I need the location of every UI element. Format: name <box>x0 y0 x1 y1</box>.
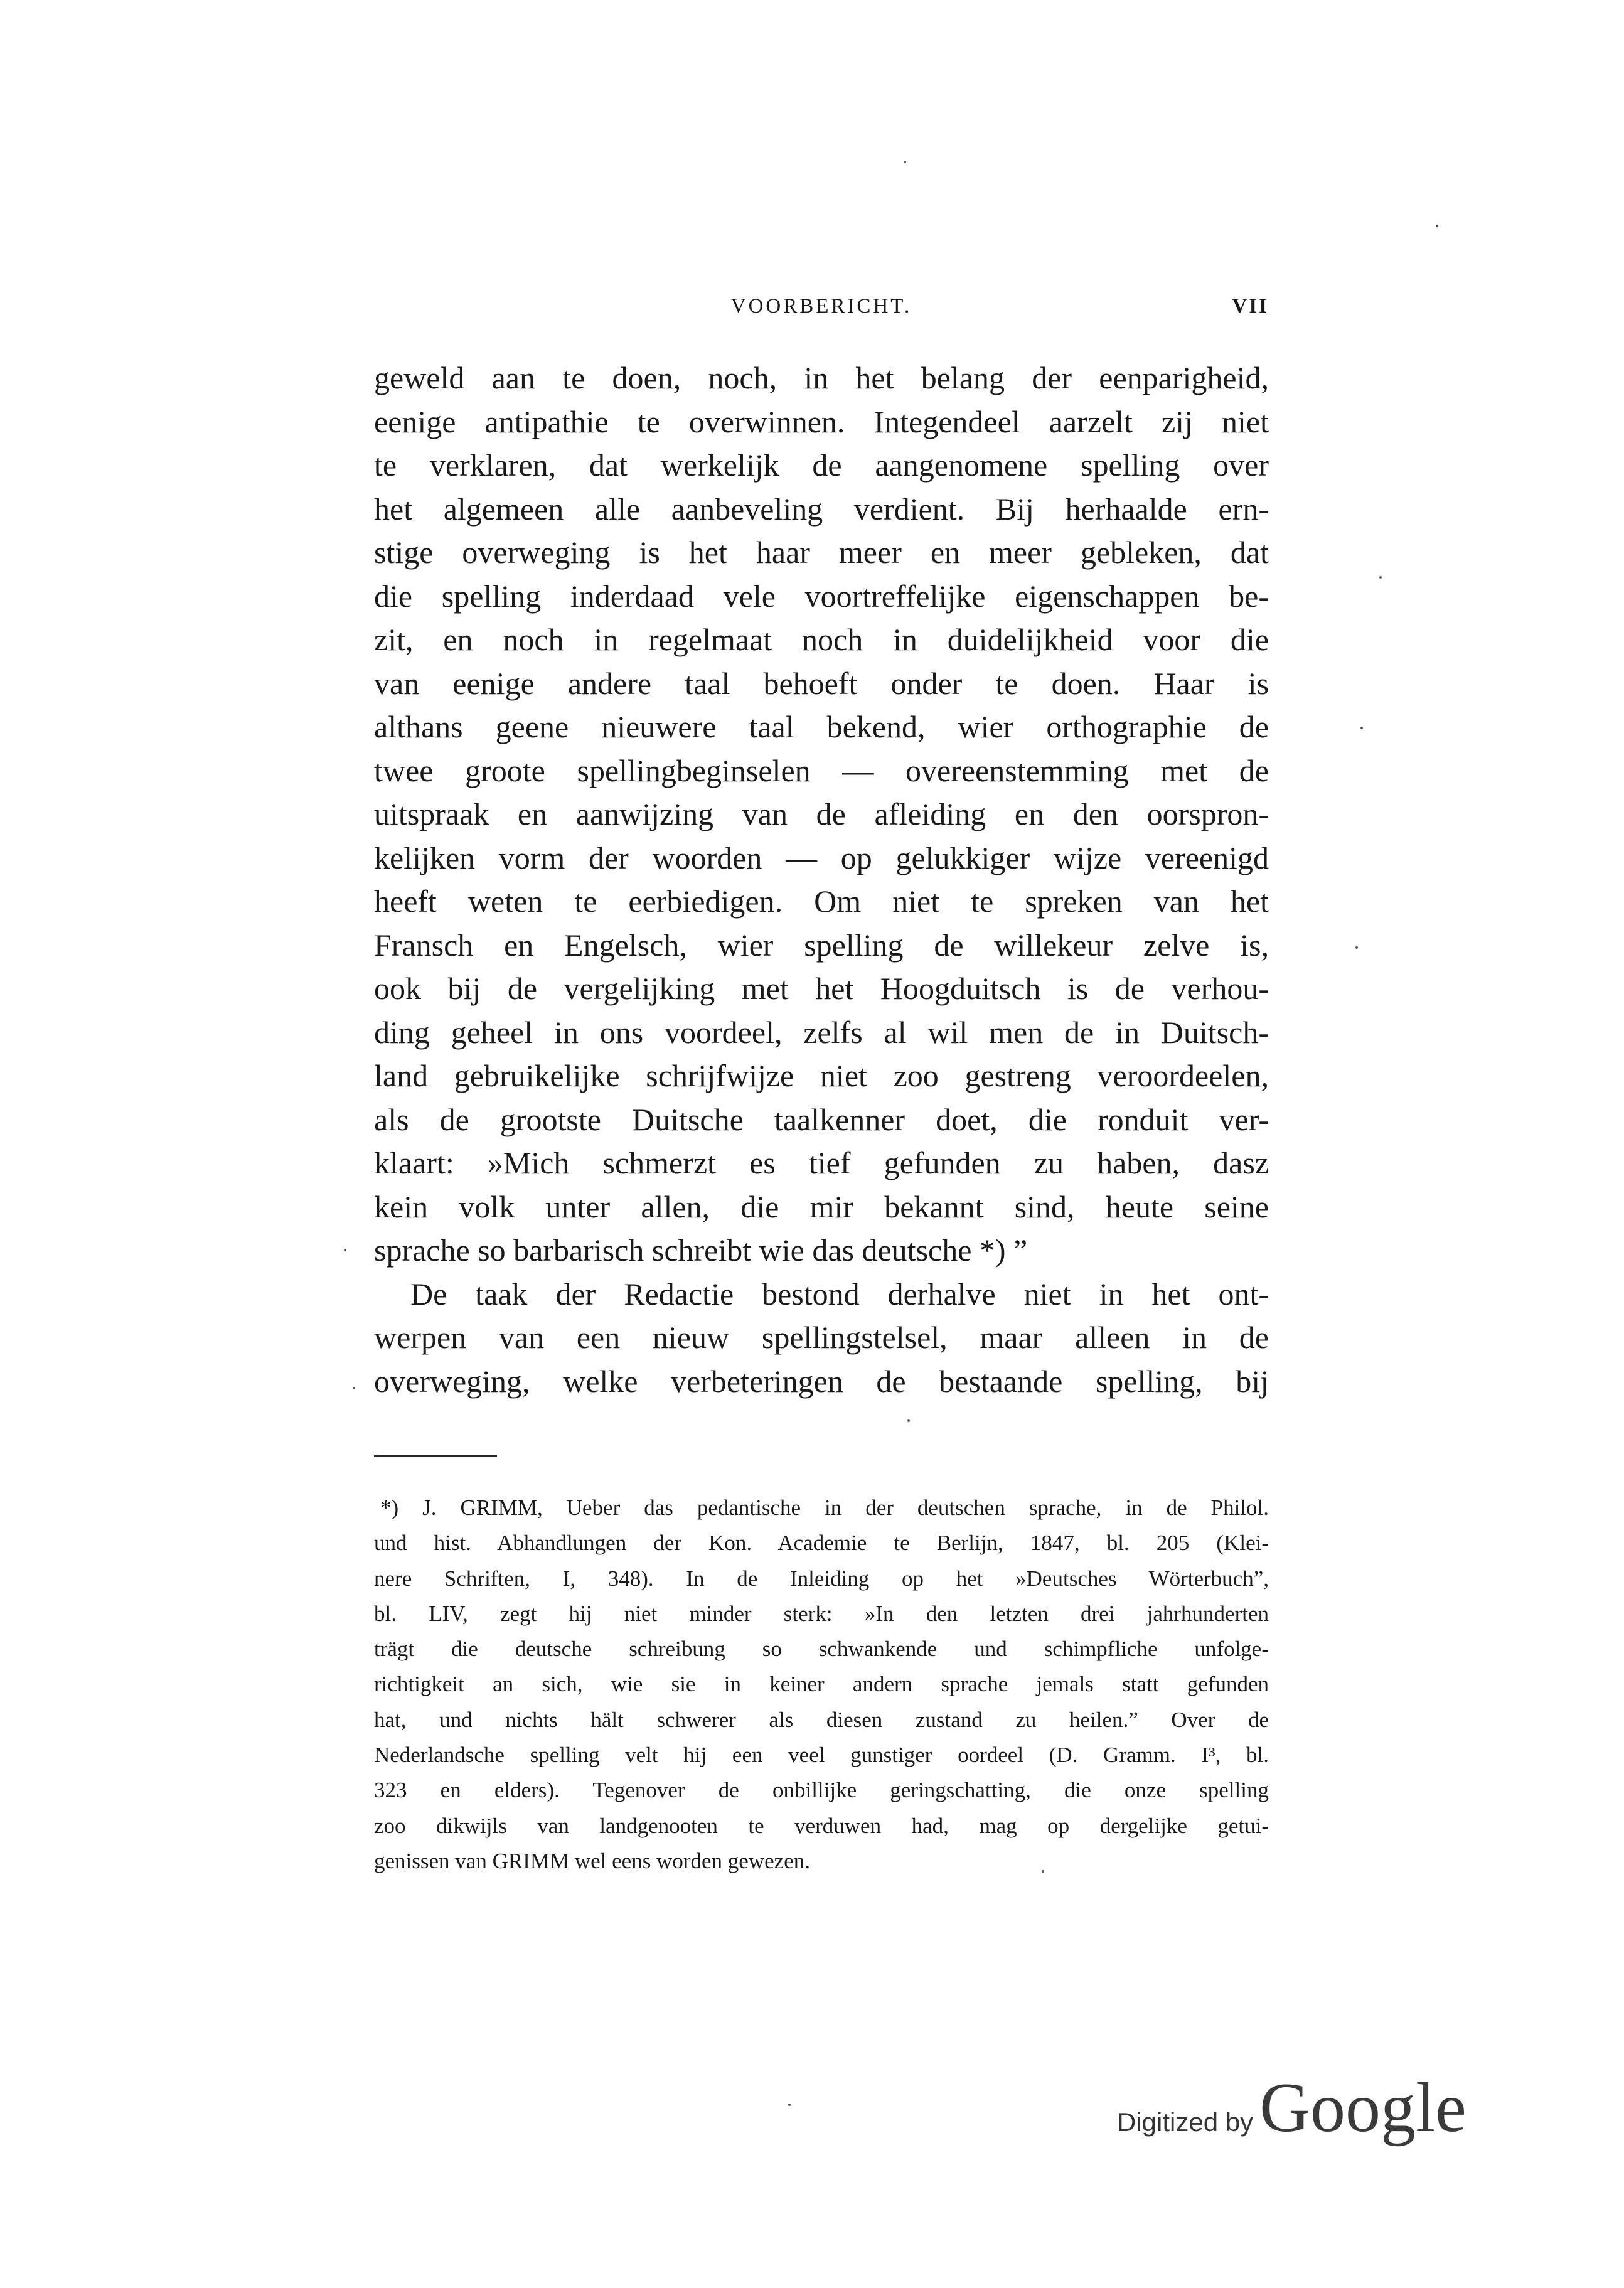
scan-speck <box>344 1249 346 1251</box>
text-line: ook bij de vergelijking met het Hoogduitsch is de verhou- <box>374 971 1269 1006</box>
digitized-by-text: Digitized by <box>1117 2107 1254 2137</box>
text-line: klaart: »Mich schmerzt es tief gefunden zu haben, dasz <box>374 1145 1269 1180</box>
digitized-watermark <box>1117 2068 1466 2147</box>
text-line: Fransch en Engelsch, wier spelling de willekeur zelve is, <box>374 927 1269 963</box>
page-header <box>374 295 1269 326</box>
footnote-line: Nederlandsche spelling velt hij een veel gunstiger oordeel (D. Gramm. I³, bl. <box>374 1743 1269 1768</box>
text-line: het algemeen alle aanbeveling verdient. Bij herhaalde ern- <box>374 491 1269 527</box>
text-line: die spelling inderdaad vele voortreffelijke eigenschappen be- <box>374 578 1269 614</box>
google-logo: Google <box>1259 2069 1466 2147</box>
scan-speck <box>1355 946 1358 949</box>
text-line: kein volk unter allen, die mir bekannt sind, heute seine <box>374 1189 1269 1224</box>
paragraph-start-line: De taak der Redactie bestond derhalve niet in het ont- <box>410 1276 1269 1312</box>
text-line: overweging, welke verbeteringen de bestaande spelling, bij <box>374 1363 1269 1399</box>
scan-speck <box>907 1419 910 1422</box>
scan-speck <box>904 161 906 163</box>
text-line: werpen van een nieuw spellingstelsel, maar alleen in de <box>374 1320 1269 1355</box>
text-line: van eenige andere taal behoeft onder te doen. Haar is <box>374 665 1269 701</box>
footnote <box>374 1490 1269 1879</box>
text-line: ding geheel in ons voordeel, zelfs al wil men de in Duitsch- <box>374 1014 1269 1050</box>
footnote-line: nere Schriften, I, 348). In de Inleiding op het »Deutsches Wörterbuch”, <box>374 1566 1269 1591</box>
footnote-line: und hist. Abhandlungen der Kon. Academie te Berlijn, 1847, bl. 205 (Klei- <box>374 1531 1269 1556</box>
scan-speck <box>1436 225 1438 227</box>
text-line: te verklaren, dat werkelijk de aangenomene spelling over <box>374 447 1269 483</box>
text-line: twee groote spellingbeginselen — overeenstemming met de <box>374 752 1269 788</box>
footnote-line: *) J. GRIMM, Ueber das pedantische in der deutschen sprache, in de Philol. <box>380 1495 1269 1520</box>
text-line: eenige antipathie te overwinnen. Integendeel aarzelt zij niet <box>374 404 1269 439</box>
footnote-line: 323 en elders). Tegenover de onbillijke geringschatting, die onze spelling <box>374 1778 1269 1803</box>
text-line: sprache so barbarisch schreibt wie das deutsche *) ” <box>374 1232 1028 1268</box>
text-line: stige overweging is het haar meer en meer gebleken, dat <box>374 535 1269 570</box>
page-number: VII <box>1232 295 1269 318</box>
scan-speck <box>788 2104 791 2106</box>
scan-speck <box>353 1387 355 1389</box>
footnote-line: genissen van GRIMM wel eens worden gewezen. <box>374 1848 810 1873</box>
footnote-separator <box>374 1455 497 1457</box>
footnote-line: trägt die deutsche schreibung so schwankende und schimpfliche unfolge- <box>374 1637 1269 1662</box>
footnote-line: richtigkeit an sich, wie sie in keiner andern sprache jemals statt gefunden <box>374 1672 1269 1697</box>
text-line: kelijken vorm der woorden — op gelukkiger wijze vereenigd <box>374 840 1269 875</box>
footnote-line: bl. LIV, zegt hij niet minder sterk: »In den letzten drei jahrhunderten <box>374 1601 1269 1626</box>
running-title: VOORBERICHT. <box>730 295 912 318</box>
text-line: zit, en noch in regelmaat noch in duidelijkheid voor die <box>374 622 1269 657</box>
body-text <box>374 356 1269 1403</box>
scan-speck <box>1379 576 1382 579</box>
scan-speck <box>1360 727 1363 729</box>
text-line: land gebruikelijke schrijfwijze niet zoo gestreng veroordeelen, <box>374 1058 1269 1093</box>
text-line: althans geene nieuwere taal bekend, wier orthographie de <box>374 709 1269 744</box>
scan-speck <box>1042 1870 1044 1873</box>
text-line: heeft weten te eerbiedigen. Om niet te spreken van het <box>374 884 1269 919</box>
text-line: geweld aan te doen, noch, in het belang der eenparigheid, <box>374 360 1269 395</box>
text-line: uitspraak en aanwijzing van de afleiding en den oorspron- <box>374 796 1269 831</box>
footnote-line: zoo dikwijls van landgenooten te verduwen had, mag op dergelijke getui- <box>374 1813 1269 1838</box>
text-line: als de grootste Duitsche taalkenner doet, die ronduit ver- <box>374 1101 1269 1137</box>
footnote-line: hat, und nichts hält schwerer als diesen zustand zu heilen.” Over de <box>374 1707 1269 1732</box>
